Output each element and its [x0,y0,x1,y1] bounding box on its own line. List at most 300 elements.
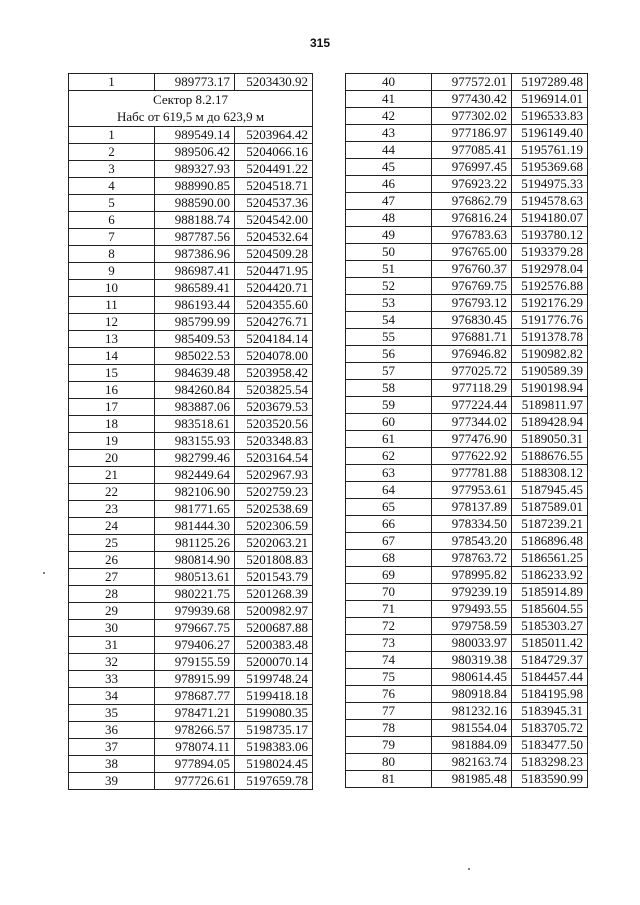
point-number-cell: 27 [69,569,155,586]
table-row [69,637,313,654]
point-number-cell: 20 [69,450,155,467]
table-row [346,516,588,533]
y-coordinate-cell: 5201808.83 [235,552,313,569]
y-coordinate-cell: 5185604.55 [512,601,588,618]
x-coordinate-cell: 982799.46 [155,450,235,467]
x-coordinate-cell: 980814.90 [155,552,235,569]
x-coordinate-cell: 976793.12 [432,295,512,312]
point-number-cell: 21 [69,467,155,484]
y-coordinate-cell: 5204471.95 [235,263,313,280]
x-coordinate-cell: 983887.06 [155,399,235,416]
x-coordinate-cell: 977572.01 [432,74,512,91]
table-row [69,331,313,348]
point-number-cell: 41 [346,91,432,108]
y-coordinate-cell: 5183477.50 [512,737,588,754]
x-coordinate-cell: 988590.00 [155,195,235,212]
sector-altitude-range: Набс от 619,5 м до 623,9 м [69,109,313,127]
point-number-cell: 65 [346,499,432,516]
table-row [69,654,313,671]
table-row [69,484,313,501]
y-coordinate-cell: 5200982.97 [235,603,313,620]
y-coordinate-cell: 5183945.31 [512,703,588,720]
table-row [346,142,588,159]
y-coordinate-cell: 5204355.60 [235,297,313,314]
x-coordinate-cell: 976769.75 [432,278,512,295]
x-coordinate-cell: 984639.48 [155,365,235,382]
table-row [69,382,313,399]
x-coordinate-cell: 981444.30 [155,518,235,535]
table-row [346,635,588,652]
x-coordinate-cell: 977224.44 [432,397,512,414]
point-number-cell: 7 [69,229,155,246]
point-number-cell: 16 [69,382,155,399]
table-row [69,671,313,688]
coordinates-table-left [68,73,313,790]
point-number-cell: 52 [346,278,432,295]
table-row [346,380,588,397]
y-coordinate-cell: 5196533.83 [512,108,588,125]
x-coordinate-cell: 977118.29 [432,380,512,397]
table-row [346,108,588,125]
x-coordinate-cell: 981771.65 [155,501,235,518]
point-number-cell: 43 [346,125,432,142]
point-number-cell: 71 [346,601,432,618]
page-number: 315 [309,36,331,50]
x-coordinate-cell: 978334.50 [432,516,512,533]
point-number-cell: 1 [69,127,155,144]
table-row [346,397,588,414]
x-coordinate-cell: 976946.82 [432,346,512,363]
table-row [69,297,313,314]
y-coordinate-cell: 5195369.68 [512,159,588,176]
x-coordinate-cell: 978471.21 [155,705,235,722]
table-row [346,159,588,176]
y-coordinate-cell: 5191378.78 [512,329,588,346]
point-number-cell: 80 [346,754,432,771]
table-row [69,416,313,433]
x-coordinate-cell: 978915.99 [155,671,235,688]
point-number-cell: 2 [69,144,155,161]
point-number-cell: 18 [69,416,155,433]
table-row [346,74,588,91]
x-coordinate-cell: 979667.75 [155,620,235,637]
y-coordinate-cell: 5199418.18 [235,688,313,705]
y-coordinate-cell: 5197289.48 [512,74,588,91]
table-row [69,501,313,518]
table-row [69,144,313,161]
x-coordinate-cell: 989773.17 [155,74,235,91]
table-row [69,603,313,620]
x-coordinate-cell: 977025.72 [432,363,512,380]
y-coordinate-cell: 5190198.94 [512,380,588,397]
point-number-cell: 58 [346,380,432,397]
y-coordinate-cell: 5200070.14 [235,654,313,671]
y-coordinate-cell: 5192576.88 [512,278,588,295]
table-row [346,329,588,346]
point-number-cell: 8 [69,246,155,263]
y-coordinate-cell: 5183590.99 [512,771,588,788]
table-row [69,433,313,450]
table-row [69,518,313,535]
point-number-cell: 25 [69,535,155,552]
x-coordinate-cell: 976997.45 [432,159,512,176]
table-row [346,210,588,227]
table-row [69,586,313,603]
point-number-cell: 38 [69,756,155,773]
point-number-cell: 69 [346,567,432,584]
y-coordinate-cell: 5184457.44 [512,669,588,686]
table-row [69,74,313,91]
table-row [69,365,313,382]
table-row [346,414,588,431]
y-coordinate-cell: 5186896.48 [512,533,588,550]
y-coordinate-cell: 5193780.12 [512,227,588,244]
point-number-cell: 30 [69,620,155,637]
x-coordinate-cell: 985409.53 [155,331,235,348]
point-number-cell: 76 [346,686,432,703]
x-coordinate-cell: 987386.96 [155,246,235,263]
point-number-cell: 68 [346,550,432,567]
sector-title-row [69,91,313,109]
x-coordinate-cell: 976830.45 [432,312,512,329]
point-number-cell: 70 [346,584,432,601]
y-coordinate-cell: 5185914.89 [512,584,588,601]
sector-title: Сектор 8.2.17 [69,91,313,109]
table-row [346,125,588,142]
y-coordinate-cell: 5184729.37 [512,652,588,669]
table-row [346,295,588,312]
table-row [69,280,313,297]
table-row [69,450,313,467]
x-coordinate-cell: 977085.41 [432,142,512,159]
sector-range-row [69,109,313,127]
point-number-cell: 59 [346,397,432,414]
point-number-cell: 9 [69,263,155,280]
point-number-cell: 26 [69,552,155,569]
table-row [69,314,313,331]
table-row [346,176,588,193]
point-number-cell: 29 [69,603,155,620]
x-coordinate-cell: 982163.74 [432,754,512,771]
table-row [69,688,313,705]
table-row [346,482,588,499]
point-number-cell: 10 [69,280,155,297]
table-row [69,348,313,365]
y-coordinate-cell: 5201268.39 [235,586,313,603]
point-number-cell: 37 [69,739,155,756]
y-coordinate-cell: 5204078.00 [235,348,313,365]
y-coordinate-cell: 5189050.31 [512,431,588,448]
table-row [346,448,588,465]
y-coordinate-cell: 5203164.54 [235,450,313,467]
x-coordinate-cell: 976923.22 [432,176,512,193]
table-row [346,686,588,703]
x-coordinate-cell: 978763.72 [432,550,512,567]
x-coordinate-cell: 981125.26 [155,535,235,552]
y-coordinate-cell: 5204276.71 [235,314,313,331]
table-row [69,263,313,280]
point-number-cell: 19 [69,433,155,450]
x-coordinate-cell: 978137.89 [432,499,512,516]
table-row [346,567,588,584]
x-coordinate-cell: 983518.61 [155,416,235,433]
point-number-cell: 14 [69,348,155,365]
y-coordinate-cell: 5183705.72 [512,720,588,737]
x-coordinate-cell: 976862.79 [432,193,512,210]
y-coordinate-cell: 5189811.97 [512,397,588,414]
y-coordinate-cell: 5203679.53 [235,399,313,416]
scan-speck [468,868,470,870]
table-row [346,363,588,380]
y-coordinate-cell: 5188676.55 [512,448,588,465]
x-coordinate-cell: 980918.84 [432,686,512,703]
point-number-cell: 44 [346,142,432,159]
y-coordinate-cell: 5202063.21 [235,535,313,552]
point-number-cell: 24 [69,518,155,535]
table-row [346,261,588,278]
point-number-cell: 23 [69,501,155,518]
y-coordinate-cell: 5198735.17 [235,722,313,739]
point-number-cell: 54 [346,312,432,329]
point-number-cell: 13 [69,331,155,348]
x-coordinate-cell: 980033.97 [432,635,512,652]
table-row [346,533,588,550]
y-coordinate-cell: 5198383.06 [235,739,313,756]
table-row [69,161,313,178]
y-coordinate-cell: 5199080.35 [235,705,313,722]
point-number-cell: 55 [346,329,432,346]
x-coordinate-cell: 977186.97 [432,125,512,142]
y-coordinate-cell: 5193379.28 [512,244,588,261]
x-coordinate-cell: 977894.05 [155,756,235,773]
point-number-cell: 49 [346,227,432,244]
y-coordinate-cell: 5203520.56 [235,416,313,433]
x-coordinate-cell: 976783.63 [432,227,512,244]
y-coordinate-cell: 5203964.42 [235,127,313,144]
point-number-cell: 75 [346,669,432,686]
table-row [346,584,588,601]
x-coordinate-cell: 983155.93 [155,433,235,450]
x-coordinate-cell: 985799.99 [155,314,235,331]
table-row [346,771,588,788]
x-coordinate-cell: 977781.88 [432,465,512,482]
x-coordinate-cell: 977953.61 [432,482,512,499]
y-coordinate-cell: 5187589.01 [512,499,588,516]
y-coordinate-cell: 5204537.36 [235,195,313,212]
y-coordinate-cell: 5185011.42 [512,635,588,652]
x-coordinate-cell: 985022.53 [155,348,235,365]
x-coordinate-cell: 976816.24 [432,210,512,227]
table-row [346,346,588,363]
point-number-cell: 77 [346,703,432,720]
coordinates-table-right [345,73,588,788]
table-row [69,705,313,722]
table-row [346,737,588,754]
point-number-cell: 56 [346,346,432,363]
table-row [346,193,588,210]
point-number-cell: 67 [346,533,432,550]
x-coordinate-cell: 989506.42 [155,144,235,161]
point-number-cell: 74 [346,652,432,669]
y-coordinate-cell: 5199748.24 [235,671,313,688]
x-coordinate-cell: 981554.04 [432,720,512,737]
y-coordinate-cell: 5190589.39 [512,363,588,380]
point-number-cell: 60 [346,414,432,431]
table-row [69,195,313,212]
y-coordinate-cell: 5202306.59 [235,518,313,535]
table-row [69,722,313,739]
table-row [69,569,313,586]
point-number-cell: 50 [346,244,432,261]
x-coordinate-cell: 981232.16 [432,703,512,720]
x-coordinate-cell: 980221.75 [155,586,235,603]
y-coordinate-cell: 5194578.63 [512,193,588,210]
table-row [69,773,313,790]
x-coordinate-cell: 979493.55 [432,601,512,618]
table-row [346,278,588,295]
y-coordinate-cell: 5203348.83 [235,433,313,450]
y-coordinate-cell: 5188308.12 [512,465,588,482]
x-coordinate-cell: 976760.37 [432,261,512,278]
point-number-cell: 42 [346,108,432,125]
point-number-cell: 3 [69,161,155,178]
x-coordinate-cell: 979155.59 [155,654,235,671]
point-number-cell: 34 [69,688,155,705]
x-coordinate-cell: 979939.68 [155,603,235,620]
point-number-cell: 66 [346,516,432,533]
x-coordinate-cell: 989327.93 [155,161,235,178]
table-row [346,601,588,618]
table-row [69,127,313,144]
point-number-cell: 51 [346,261,432,278]
x-coordinate-cell: 976881.71 [432,329,512,346]
x-coordinate-cell: 987787.56 [155,229,235,246]
point-number-cell: 1 [69,74,155,91]
x-coordinate-cell: 982449.64 [155,467,235,484]
y-coordinate-cell: 5187239.21 [512,516,588,533]
point-number-cell: 11 [69,297,155,314]
y-coordinate-cell: 5204509.28 [235,246,313,263]
x-coordinate-cell: 986193.44 [155,297,235,314]
x-coordinate-cell: 980319.38 [432,652,512,669]
y-coordinate-cell: 5190982.82 [512,346,588,363]
point-number-cell: 40 [346,74,432,91]
table-row [69,739,313,756]
point-number-cell: 53 [346,295,432,312]
y-coordinate-cell: 5204491.22 [235,161,313,178]
y-coordinate-cell: 5202538.69 [235,501,313,518]
y-coordinate-cell: 5203958.42 [235,365,313,382]
y-coordinate-cell: 5198024.45 [235,756,313,773]
x-coordinate-cell: 982106.90 [155,484,235,501]
x-coordinate-cell: 979758.59 [432,618,512,635]
point-number-cell: 78 [346,720,432,737]
table-row [69,620,313,637]
x-coordinate-cell: 980513.61 [155,569,235,586]
table-row [69,467,313,484]
x-coordinate-cell: 980614.45 [432,669,512,686]
x-coordinate-cell: 981884.09 [432,737,512,754]
table-row [346,91,588,108]
table-row [69,399,313,416]
y-coordinate-cell: 5184195.98 [512,686,588,703]
table-row [346,669,588,686]
point-number-cell: 31 [69,637,155,654]
y-coordinate-cell: 5196149.40 [512,125,588,142]
x-coordinate-cell: 977476.90 [432,431,512,448]
y-coordinate-cell: 5204066.16 [235,144,313,161]
table-row [346,227,588,244]
table-row [346,244,588,261]
x-coordinate-cell: 978266.57 [155,722,235,739]
y-coordinate-cell: 5191776.76 [512,312,588,329]
x-coordinate-cell: 988188.74 [155,212,235,229]
point-number-cell: 33 [69,671,155,688]
point-number-cell: 62 [346,448,432,465]
y-coordinate-cell: 5203825.54 [235,382,313,399]
y-coordinate-cell: 5200383.48 [235,637,313,654]
point-number-cell: 72 [346,618,432,635]
x-coordinate-cell: 979406.27 [155,637,235,654]
y-coordinate-cell: 5192978.04 [512,261,588,278]
table-row [346,431,588,448]
point-number-cell: 46 [346,176,432,193]
y-coordinate-cell: 5203430.92 [235,74,313,91]
x-coordinate-cell: 981985.48 [432,771,512,788]
table-row [346,754,588,771]
x-coordinate-cell: 978074.11 [155,739,235,756]
x-coordinate-cell: 986589.41 [155,280,235,297]
table-row [346,720,588,737]
y-coordinate-cell: 5197659.78 [235,773,313,790]
y-coordinate-cell: 5185303.27 [512,618,588,635]
x-coordinate-cell: 989549.14 [155,127,235,144]
x-coordinate-cell: 978995.82 [432,567,512,584]
y-coordinate-cell: 5204532.64 [235,229,313,246]
table-row [69,552,313,569]
table-row [346,465,588,482]
y-coordinate-cell: 5187945.45 [512,482,588,499]
point-number-cell: 4 [69,178,155,195]
y-coordinate-cell: 5189428.94 [512,414,588,431]
table-row [346,618,588,635]
point-number-cell: 48 [346,210,432,227]
table-row [69,535,313,552]
y-coordinate-cell: 5200687.88 [235,620,313,637]
y-coordinate-cell: 5186561.25 [512,550,588,567]
point-number-cell: 15 [69,365,155,382]
x-coordinate-cell: 978687.77 [155,688,235,705]
y-coordinate-cell: 5195761.19 [512,142,588,159]
y-coordinate-cell: 5186233.92 [512,567,588,584]
x-coordinate-cell: 979239.19 [432,584,512,601]
table-row [346,652,588,669]
point-number-cell: 12 [69,314,155,331]
point-number-cell: 63 [346,465,432,482]
table-row [346,499,588,516]
table-row [69,212,313,229]
table-row [69,229,313,246]
x-coordinate-cell: 977302.02 [432,108,512,125]
scan-speck [43,572,45,574]
point-number-cell: 39 [69,773,155,790]
x-coordinate-cell: 977430.42 [432,91,512,108]
point-number-cell: 47 [346,193,432,210]
point-number-cell: 17 [69,399,155,416]
y-coordinate-cell: 5196914.01 [512,91,588,108]
y-coordinate-cell: 5194180.07 [512,210,588,227]
point-number-cell: 45 [346,159,432,176]
